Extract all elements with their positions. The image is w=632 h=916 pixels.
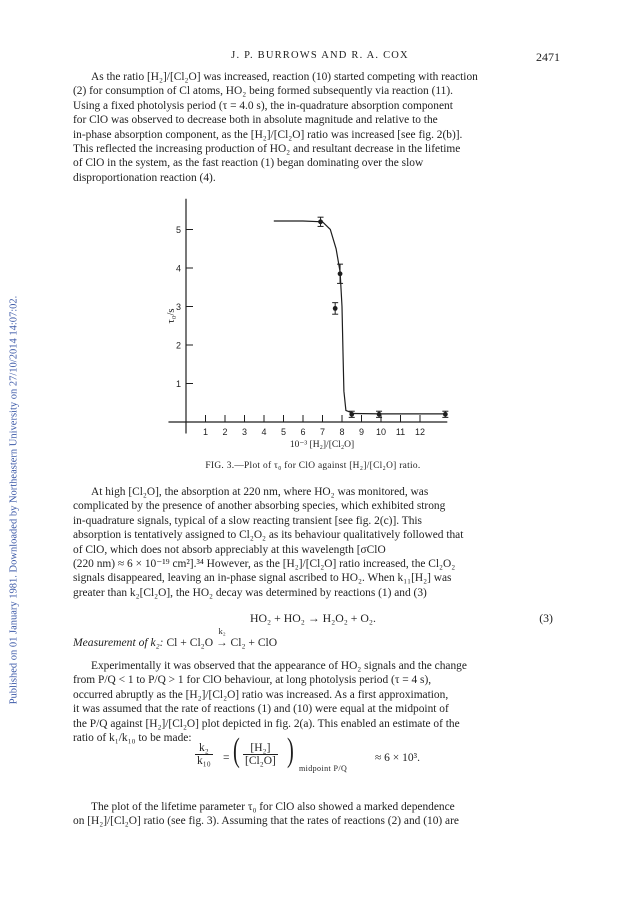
x-tick-label: 10: [375, 427, 387, 437]
ratio-lhs: [195, 742, 213, 767]
paragraph-1-line: for ClO was observed to decrease both in absolute magnitude and relative to the: [73, 114, 438, 127]
data-point: [337, 264, 343, 283]
running-head-authors: J. P. BURROWS AND R. A. COX: [231, 50, 409, 61]
y-tick-label: 5: [175, 225, 181, 235]
ratio-equals: =: [223, 752, 230, 764]
paragraph-1-line: This reflected the increasing production of HO₂ and resultant decrease in the lifetime: [73, 143, 461, 156]
fit-curve: [274, 221, 446, 414]
x-tick-label: 7: [319, 427, 326, 437]
y-axis-label: τ₀/s: [166, 308, 177, 324]
paragraph-4-line: on [H₂]/[Cl₂O] ratio (see fig. 3). Assuming that the rates of reactions (2) and (10) are: [73, 815, 459, 828]
data-point: [332, 303, 338, 315]
paragraph-1-line: (2) for consumption of Cl atoms, HO₂ being formed subsequently via reaction (11).: [73, 85, 453, 98]
ratio-subscript: midpoint P/Q: [299, 764, 348, 773]
paragraph-3-line: occurred abruptly as the [H₂]/[Cl₂O] ratio was increased. As a first approximation,: [73, 688, 449, 701]
paragraph-2: [73, 485, 553, 600]
data-point: [318, 217, 324, 226]
data-point-marker: [333, 306, 338, 311]
measurement-label: Measurement of k₂:: [73, 636, 164, 649]
data-point-marker: [443, 412, 448, 417]
ratio-rhs-denominator: [Cl₂O]: [245, 755, 276, 767]
x-axis-label: 10⁻³ [H₂]/[Cl₂O]: [289, 440, 355, 450]
paragraph-3-line: ratio of k₁/k₁₀ to be made:: [73, 732, 192, 745]
figure-caption: FIG. 3.—Plot of τ₀ for ClO against [H₂]/[Cl₂O] ratio.: [205, 461, 421, 471]
reaction-rate-label: k₂: [218, 626, 226, 636]
ratio-lhs-denominator: k₁₀: [197, 755, 211, 767]
paragraph-2-line: signals disappeared, leaving an in-phase signal ascribed to HO₂. When k₁₁[H₂] was: [73, 572, 452, 585]
ratio-right-paren: ): [287, 732, 294, 769]
paragraph-4: [73, 800, 553, 829]
paragraph-3-line: the P/Q against [H₂]/[Cl₂O] plot depicted in fig. 2(a). This enabled an estimate of the: [73, 717, 460, 730]
y-tick-label: 1: [175, 379, 181, 389]
paragraph-2-line: (220 nm) ≈ 6 × 10⁻¹⁹ cm²].³⁴ However, as the [H₂]/[Cl₂O] ratio increased, the Cl₂O₂: [73, 558, 456, 571]
x-tick-label: 12: [414, 427, 426, 437]
data-point-marker: [349, 412, 354, 417]
x-tick-label: 11: [395, 427, 406, 437]
paragraph-2-line: complicated by the presence of another absorbing species, which exhibited strong: [73, 500, 446, 513]
paragraph-3-line: Experimentally it was observed that the appearance of HO₂ signals and the change: [91, 660, 467, 672]
equation-3-body: HO₂ + HO₂ → H₂O₂ + O₂.: [250, 611, 376, 625]
paragraph-2-line: greater than k₂[Cl₂O], the HO₂ decay was determined by reactions (1) and (3): [73, 586, 427, 599]
fit-curve-group: [274, 221, 446, 414]
x-tick-label: 1: [202, 427, 209, 437]
x-tick-label: 8: [339, 427, 345, 437]
data-point-marker: [377, 412, 382, 417]
paragraph-1-line: disproportionation reaction (4).: [73, 171, 216, 184]
paragraph-1-line: in-phase absorption component, as the [H₂]/[Cl₂O] ratio was increased [see fig. 2(b)].: [73, 128, 463, 141]
x-tick-label: 4: [261, 427, 267, 437]
measurement-reaction: Cl + Cl₂O → Cl₂ + ClO: [166, 636, 278, 649]
x-tick-label: 5: [280, 427, 287, 437]
paragraph-4-line: The plot of the lifetime parameter τ₀ for ClO also showed a marked dependence: [91, 801, 455, 813]
y-tick-label: 2: [175, 340, 181, 351]
page-number: 2471: [536, 50, 560, 64]
paragraph-3-line: from P/Q < 1 to P/Q > 1 for ClO behaviour, at long photolysis period (τ = 4 s),: [73, 674, 432, 687]
paragraph-2-line: At high [Cl₂O], the absorption at 220 nm, where HO₂ was monitored, was: [91, 486, 429, 498]
plot-axes: [168, 199, 447, 437]
measurement-heading: [73, 626, 278, 649]
y-tick-label: 3: [175, 302, 181, 312]
paragraph-2-line: in-quadrature signals, typical of a slow reacting transient [see fig. 2(c)]. This: [73, 514, 422, 527]
paragraph-1-line: As the ratio [H₂]/[Cl₂O] was increased, reaction (10) started competing with reaction: [91, 71, 478, 83]
paragraph-1-line: of ClO in the system, as the fast reaction (1) began dominating over the slow: [73, 157, 424, 170]
x-tick-label: 6: [300, 427, 306, 437]
ratio-left-paren: (: [233, 732, 240, 769]
ratio-rhs-numerator: [H₂]: [243, 742, 278, 755]
equation-3-number: (3): [539, 611, 553, 625]
x-tick-label: 9: [358, 427, 365, 437]
data-point: [442, 411, 448, 417]
data-point-marker: [338, 271, 343, 276]
paragraph-3-line: it was assumed that the rate of reactions (1) and (10) were equal at the midpoint of: [73, 703, 449, 716]
x-tick-label: 2: [222, 427, 228, 437]
ratio-equation: [195, 732, 495, 778]
data-point-marker: [318, 219, 323, 224]
paragraph-2-line: of ClO, which does not absorb appreciably at this wavelength [σClO: [73, 543, 386, 556]
download-notice-text: Published on 01 January 1981. Downloaded by Northeastern University on 27/10/2014 14:07:02.: [8, 295, 20, 705]
y-tick-label: 4: [175, 263, 181, 274]
paragraph-2-line: absorption is tentatively assigned to Cl₂O₂ as its behaviour qualitatively followed that: [73, 529, 464, 542]
paragraph-1-line: Using a fixed photolysis period (τ = 4.0 s), the in-quadrature absorption component: [73, 99, 453, 112]
data-points-group: [318, 217, 449, 417]
ratio-lhs-numerator: k₂: [195, 742, 213, 755]
ratio-rhs: [243, 742, 278, 767]
ratio-approx-value: ≈ 6 × 10³.: [375, 752, 420, 764]
x-tick-label: 3: [241, 427, 248, 437]
